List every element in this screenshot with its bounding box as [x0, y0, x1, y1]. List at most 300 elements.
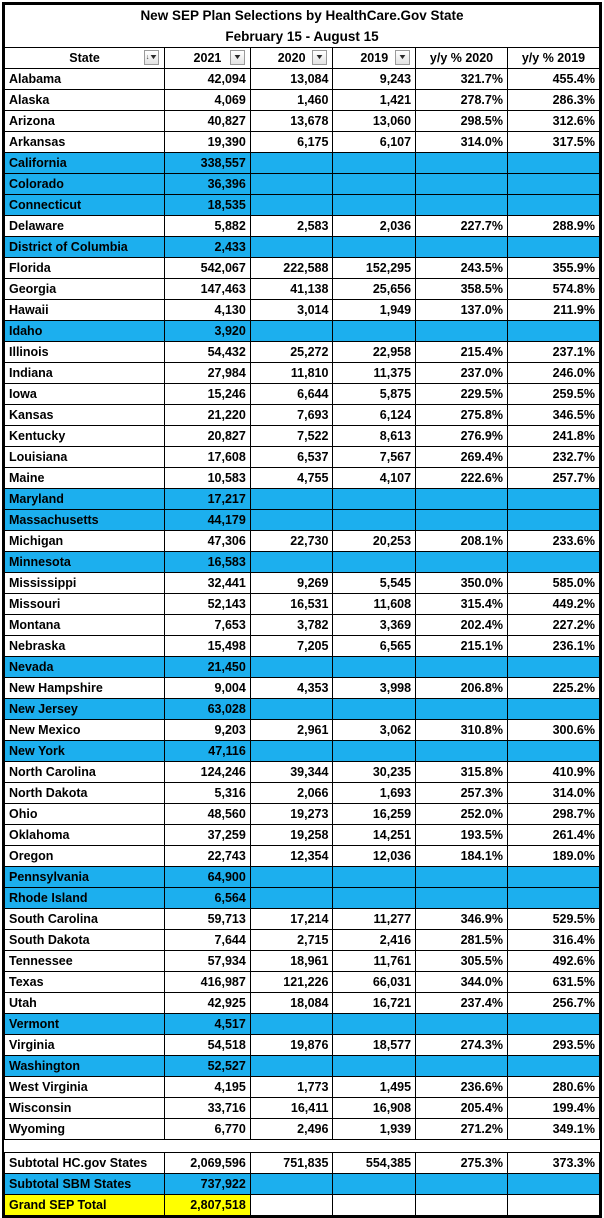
cell-yy2019	[507, 510, 599, 531]
column-header-y2019[interactable]	[333, 48, 416, 69]
cell-yy2019: 300.6%	[507, 720, 599, 741]
column-header-label: y/y % 2019	[521, 51, 586, 65]
table-title-line1: New SEP Plan Selections by HealthCare.Gov State	[5, 5, 600, 27]
cell-yy2020	[416, 510, 508, 531]
filter-dropdown-icon-y2021[interactable]	[230, 50, 245, 65]
cell-yy2020: 321.7%	[416, 69, 508, 90]
cell-y2021: 7,644	[165, 930, 251, 951]
cell-y2019: 22,958	[333, 342, 416, 363]
cell-yy2020: 257.3%	[416, 783, 508, 804]
cell-y2019: 16,721	[333, 993, 416, 1014]
cell-y2020: 25,272	[250, 342, 333, 363]
cell-yy2019: 232.7%	[507, 447, 599, 468]
cell-total-yy2020	[416, 1174, 508, 1195]
cell-y2021: 48,560	[165, 804, 251, 825]
table-row	[5, 447, 600, 468]
cell-state: Washington	[5, 1056, 165, 1077]
cell-yy2020	[416, 237, 508, 258]
table-row	[5, 1098, 600, 1119]
cell-state: Kentucky	[5, 426, 165, 447]
cell-yy2019: 286.3%	[507, 90, 599, 111]
spacer-cell	[333, 1140, 416, 1153]
cell-y2021: 40,827	[165, 111, 251, 132]
table-row	[5, 531, 600, 552]
cell-state: Wyoming	[5, 1119, 165, 1140]
cell-y2020: 4,755	[250, 468, 333, 489]
cell-y2020: 2,583	[250, 216, 333, 237]
cell-yy2019: 316.4%	[507, 930, 599, 951]
cell-total-yy2019	[507, 1195, 599, 1216]
cell-yy2019	[507, 153, 599, 174]
cell-state: Delaware	[5, 216, 165, 237]
cell-y2021: 33,716	[165, 1098, 251, 1119]
cell-yy2019: 410.9%	[507, 762, 599, 783]
cell-y2019: 16,908	[333, 1098, 416, 1119]
cell-yy2020: 184.1%	[416, 846, 508, 867]
cell-total-y2020: 751,835	[250, 1153, 333, 1174]
table-row	[5, 195, 600, 216]
cell-state: Missouri	[5, 594, 165, 615]
column-header-label: 2019	[360, 51, 389, 65]
cell-y2020	[250, 657, 333, 678]
total-row	[5, 1195, 600, 1216]
cell-total-yy2020: 275.3%	[416, 1153, 508, 1174]
cell-yy2019: 298.7%	[507, 804, 599, 825]
cell-y2020: 41,138	[250, 279, 333, 300]
cell-y2019: 9,243	[333, 69, 416, 90]
cell-y2020: 13,084	[250, 69, 333, 90]
cell-yy2019: 529.5%	[507, 909, 599, 930]
table-row	[5, 1119, 600, 1140]
cell-y2021: 52,143	[165, 594, 251, 615]
cell-y2021: 2,433	[165, 237, 251, 258]
table-row	[5, 615, 600, 636]
cell-y2020	[250, 867, 333, 888]
cell-total-y2020	[250, 1195, 333, 1216]
table-row	[5, 846, 600, 867]
cell-y2021: 21,450	[165, 657, 251, 678]
cell-y2020	[250, 699, 333, 720]
cell-y2020: 6,644	[250, 384, 333, 405]
cell-y2019: 18,577	[333, 1035, 416, 1056]
column-header-state[interactable]	[5, 48, 165, 69]
cell-state: Vermont	[5, 1014, 165, 1035]
cell-yy2020	[416, 657, 508, 678]
spacer-row	[5, 1140, 600, 1153]
table-row	[5, 342, 600, 363]
table-row	[5, 111, 600, 132]
cell-yy2019	[507, 699, 599, 720]
cell-yy2019: 280.6%	[507, 1077, 599, 1098]
cell-yy2020: 271.2%	[416, 1119, 508, 1140]
cell-y2019: 11,761	[333, 951, 416, 972]
cell-y2021: 18,535	[165, 195, 251, 216]
cell-yy2020: 305.5%	[416, 951, 508, 972]
cell-yy2020: 193.5%	[416, 825, 508, 846]
column-header-label: y/y % 2020	[429, 51, 494, 65]
table-row	[5, 468, 600, 489]
cell-y2021: 52,527	[165, 1056, 251, 1077]
cell-state: Wisconsin	[5, 1098, 165, 1119]
spacer-cell	[507, 1140, 599, 1153]
cell-y2019	[333, 699, 416, 720]
cell-yy2020: 276.9%	[416, 426, 508, 447]
cell-y2020	[250, 489, 333, 510]
cell-yy2020	[416, 174, 508, 195]
cell-y2019	[333, 174, 416, 195]
cell-y2019: 1,421	[333, 90, 416, 111]
cell-y2019	[333, 510, 416, 531]
cell-yy2020: 208.1%	[416, 531, 508, 552]
cell-yy2019	[507, 1056, 599, 1077]
cell-yy2020: 315.8%	[416, 762, 508, 783]
cell-yy2019: 346.5%	[507, 405, 599, 426]
cell-yy2019: 355.9%	[507, 258, 599, 279]
cell-y2021: 15,498	[165, 636, 251, 657]
chevron-down-icon: ▼	[315, 54, 325, 61]
filter-dropdown-icon-y2019[interactable]	[395, 50, 410, 65]
cell-y2019	[333, 1056, 416, 1077]
cell-y2019: 13,060	[333, 111, 416, 132]
cell-yy2020	[416, 741, 508, 762]
cell-y2021: 22,743	[165, 846, 251, 867]
cell-yy2020: 222.6%	[416, 468, 508, 489]
cell-state: South Dakota	[5, 930, 165, 951]
spreadsheet-table	[2, 2, 602, 1218]
chevron-down-icon: ▼	[232, 54, 243, 61]
cell-yy2020	[416, 1014, 508, 1035]
cell-yy2020: 275.8%	[416, 405, 508, 426]
cell-yy2019	[507, 741, 599, 762]
cell-yy2019: 317.5%	[507, 132, 599, 153]
cell-yy2020: 252.0%	[416, 804, 508, 825]
cell-state: West Virginia	[5, 1077, 165, 1098]
cell-y2019: 30,235	[333, 762, 416, 783]
cell-y2019	[333, 657, 416, 678]
cell-yy2019: 492.6%	[507, 951, 599, 972]
cell-yy2020: 281.5%	[416, 930, 508, 951]
cell-y2021: 338,557	[165, 153, 251, 174]
table-body	[5, 69, 600, 1216]
table-row	[5, 384, 600, 405]
cell-y2019	[333, 1014, 416, 1035]
cell-y2020	[250, 237, 333, 258]
cell-y2020: 3,014	[250, 300, 333, 321]
cell-y2020: 39,344	[250, 762, 333, 783]
cell-yy2020	[416, 321, 508, 342]
cell-yy2020	[416, 195, 508, 216]
column-header-y2021[interactable]	[165, 48, 251, 69]
cell-y2019: 3,998	[333, 678, 416, 699]
cell-y2021: 5,882	[165, 216, 251, 237]
cell-yy2019	[507, 195, 599, 216]
cell-state: New York	[5, 741, 165, 762]
cell-yy2019	[507, 237, 599, 258]
table-row	[5, 888, 600, 909]
cell-state: Connecticut	[5, 195, 165, 216]
title-row-2	[5, 26, 600, 48]
cell-y2020: 12,354	[250, 846, 333, 867]
cell-state: Indiana	[5, 363, 165, 384]
cell-y2020: 6,175	[250, 132, 333, 153]
column-header-yy2019[interactable]	[507, 48, 599, 69]
cell-y2021: 16,583	[165, 552, 251, 573]
cell-y2020: 7,522	[250, 426, 333, 447]
cell-yy2020	[416, 153, 508, 174]
cell-y2021: 44,179	[165, 510, 251, 531]
cell-y2021: 36,396	[165, 174, 251, 195]
cell-state: Pennsylvania	[5, 867, 165, 888]
cell-total-y2020	[250, 1174, 333, 1195]
table-row	[5, 657, 600, 678]
cell-yy2019: 256.7%	[507, 993, 599, 1014]
cell-y2021: 7,653	[165, 615, 251, 636]
cell-y2021: 9,004	[165, 678, 251, 699]
table-row	[5, 993, 600, 1014]
cell-yy2019: 236.1%	[507, 636, 599, 657]
table-row	[5, 972, 600, 993]
cell-y2020: 18,084	[250, 993, 333, 1014]
cell-state: North Carolina	[5, 762, 165, 783]
cell-yy2020	[416, 1056, 508, 1077]
cell-y2020: 3,782	[250, 615, 333, 636]
cell-y2019	[333, 321, 416, 342]
cell-y2019: 11,277	[333, 909, 416, 930]
cell-state: Colorado	[5, 174, 165, 195]
cell-y2020: 1,460	[250, 90, 333, 111]
cell-y2020: 11,810	[250, 363, 333, 384]
table-row	[5, 867, 600, 888]
cell-yy2020	[416, 888, 508, 909]
cell-state: California	[5, 153, 165, 174]
cell-yy2019	[507, 657, 599, 678]
table-row	[5, 174, 600, 195]
cell-y2021: 27,984	[165, 363, 251, 384]
cell-yy2019	[507, 489, 599, 510]
cell-state: Arkansas	[5, 132, 165, 153]
cell-y2019: 2,416	[333, 930, 416, 951]
table-row	[5, 132, 600, 153]
cell-yy2020	[416, 699, 508, 720]
cell-yy2019: 455.4%	[507, 69, 599, 90]
table-row	[5, 153, 600, 174]
cell-y2020	[250, 1056, 333, 1077]
cell-y2020	[250, 888, 333, 909]
cell-y2019	[333, 489, 416, 510]
cell-state: Arizona	[5, 111, 165, 132]
cell-state: Idaho	[5, 321, 165, 342]
cell-y2020: 7,205	[250, 636, 333, 657]
cell-state: Montana	[5, 615, 165, 636]
cell-y2020: 22,730	[250, 531, 333, 552]
cell-yy2019: 314.0%	[507, 783, 599, 804]
table-row	[5, 636, 600, 657]
cell-total-label: Grand SEP Total	[5, 1195, 165, 1216]
cell-y2021: 42,094	[165, 69, 251, 90]
cell-total-label: Subtotal SBM States	[5, 1174, 165, 1195]
column-header-row	[5, 48, 600, 69]
table-row	[5, 69, 600, 90]
cell-state: Alabama	[5, 69, 165, 90]
table-row	[5, 1014, 600, 1035]
cell-state: Illinois	[5, 342, 165, 363]
table-row	[5, 426, 600, 447]
cell-y2021: 64,900	[165, 867, 251, 888]
cell-y2020	[250, 195, 333, 216]
table-row	[5, 489, 600, 510]
cell-y2021: 54,518	[165, 1035, 251, 1056]
cell-y2019: 7,567	[333, 447, 416, 468]
table-header	[5, 5, 600, 69]
cell-y2019: 2,036	[333, 216, 416, 237]
cell-state: Mississippi	[5, 573, 165, 594]
table-row	[5, 762, 600, 783]
column-header-yy2020[interactable]	[416, 48, 508, 69]
cell-state: Georgia	[5, 279, 165, 300]
cell-yy2019: 312.6%	[507, 111, 599, 132]
column-header-label: 2020	[277, 51, 306, 65]
cell-y2019: 1,693	[333, 783, 416, 804]
cell-yy2020: 137.0%	[416, 300, 508, 321]
cell-y2019: 4,107	[333, 468, 416, 489]
cell-y2021: 47,116	[165, 741, 251, 762]
cell-yy2020: 314.0%	[416, 132, 508, 153]
cell-y2019: 1,495	[333, 1077, 416, 1098]
table-row	[5, 363, 600, 384]
cell-yy2020: 215.4%	[416, 342, 508, 363]
cell-y2019: 6,124	[333, 405, 416, 426]
cell-total-yy2019: 373.3%	[507, 1153, 599, 1174]
cell-state: Michigan	[5, 531, 165, 552]
cell-y2021: 9,203	[165, 720, 251, 741]
cell-y2019: 5,875	[333, 384, 416, 405]
cell-y2019: 11,608	[333, 594, 416, 615]
cell-state: Maryland	[5, 489, 165, 510]
cell-y2021: 57,934	[165, 951, 251, 972]
cell-y2021: 42,925	[165, 993, 251, 1014]
cell-y2021: 15,246	[165, 384, 251, 405]
cell-yy2020: 350.0%	[416, 573, 508, 594]
table-row	[5, 1056, 600, 1077]
cell-state: Nebraska	[5, 636, 165, 657]
cell-yy2020	[416, 489, 508, 510]
cell-yy2019: 449.2%	[507, 594, 599, 615]
cell-y2020: 222,588	[250, 258, 333, 279]
cell-y2019: 1,939	[333, 1119, 416, 1140]
cell-yy2020: 236.6%	[416, 1077, 508, 1098]
cell-y2021: 147,463	[165, 279, 251, 300]
table-row	[5, 90, 600, 111]
cell-state: Tennessee	[5, 951, 165, 972]
cell-state: Alaska	[5, 90, 165, 111]
table-row	[5, 678, 600, 699]
cell-yy2019: 574.8%	[507, 279, 599, 300]
cell-y2021: 10,583	[165, 468, 251, 489]
cell-y2021: 63,028	[165, 699, 251, 720]
cell-total-y2019: 554,385	[333, 1153, 416, 1174]
cell-yy2020: 237.0%	[416, 363, 508, 384]
cell-y2021: 17,217	[165, 489, 251, 510]
cell-total-yy2019	[507, 1174, 599, 1195]
table-row	[5, 720, 600, 741]
cell-yy2019: 585.0%	[507, 573, 599, 594]
cell-total-y2019	[333, 1195, 416, 1216]
cell-y2021: 416,987	[165, 972, 251, 993]
cell-yy2020: 278.7%	[416, 90, 508, 111]
cell-state: Kansas	[5, 405, 165, 426]
cell-y2020	[250, 153, 333, 174]
cell-state: New Hampshire	[5, 678, 165, 699]
cell-total-y2021: 737,922	[165, 1174, 251, 1195]
cell-yy2019: 241.8%	[507, 426, 599, 447]
cell-yy2020: 243.5%	[416, 258, 508, 279]
cell-yy2019: 288.9%	[507, 216, 599, 237]
filter-dropdown-icon-state[interactable]	[144, 50, 159, 65]
cell-y2020: 19,876	[250, 1035, 333, 1056]
total-row	[5, 1153, 600, 1174]
table-row	[5, 909, 600, 930]
cell-yy2019	[507, 1014, 599, 1035]
cell-y2020	[250, 174, 333, 195]
table-row	[5, 300, 600, 321]
spacer-cell	[165, 1140, 251, 1153]
cell-yy2020: 344.0%	[416, 972, 508, 993]
cell-state: Massachusetts	[5, 510, 165, 531]
cell-y2019: 20,253	[333, 531, 416, 552]
cell-y2020: 16,531	[250, 594, 333, 615]
cell-y2020: 7,693	[250, 405, 333, 426]
cell-total-y2021: 2,807,518	[165, 1195, 251, 1216]
cell-yy2020: 202.4%	[416, 615, 508, 636]
table-row	[5, 216, 600, 237]
cell-y2021: 47,306	[165, 531, 251, 552]
cell-y2021: 21,220	[165, 405, 251, 426]
cell-state: District of Columbia	[5, 237, 165, 258]
cell-y2021: 4,195	[165, 1077, 251, 1098]
column-header-y2020[interactable]	[250, 48, 333, 69]
cell-y2020: 4,353	[250, 678, 333, 699]
cell-y2021: 37,259	[165, 825, 251, 846]
cell-y2020: 2,066	[250, 783, 333, 804]
cell-yy2020: 269.4%	[416, 447, 508, 468]
cell-yy2020: 206.8%	[416, 678, 508, 699]
cell-y2021: 4,069	[165, 90, 251, 111]
cell-state: Iowa	[5, 384, 165, 405]
cell-yy2020	[416, 552, 508, 573]
filter-dropdown-icon-y2020[interactable]	[312, 50, 327, 65]
sep-plan-selections-table	[4, 4, 600, 1216]
cell-y2020	[250, 1014, 333, 1035]
column-header-label: 2021	[193, 51, 222, 65]
cell-state: North Dakota	[5, 783, 165, 804]
cell-y2019: 66,031	[333, 972, 416, 993]
table-row	[5, 510, 600, 531]
table-row	[5, 594, 600, 615]
cell-y2020: 19,258	[250, 825, 333, 846]
cell-yy2019: 237.1%	[507, 342, 599, 363]
cell-yy2019	[507, 867, 599, 888]
table-row	[5, 405, 600, 426]
cell-total-yy2020	[416, 1195, 508, 1216]
cell-y2021: 17,608	[165, 447, 251, 468]
cell-y2019: 6,565	[333, 636, 416, 657]
cell-yy2019: 257.7%	[507, 468, 599, 489]
cell-y2021: 6,770	[165, 1119, 251, 1140]
cell-yy2019: 246.0%	[507, 363, 599, 384]
cell-y2020	[250, 510, 333, 531]
cell-yy2019	[507, 552, 599, 573]
cell-yy2019: 211.9%	[507, 300, 599, 321]
